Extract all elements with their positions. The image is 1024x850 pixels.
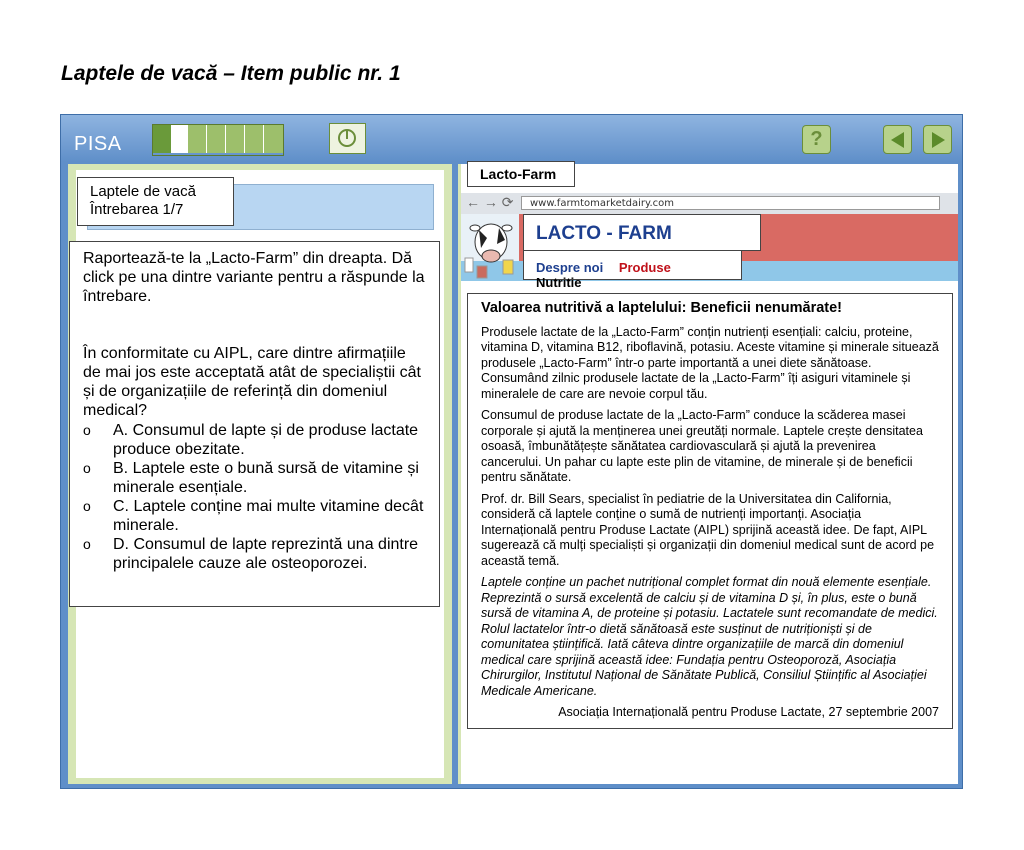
answer-option-a[interactable]: o A. Consumul de lapte și de produse lactate produce obezitate.	[83, 422, 419, 458]
article-paragraph: Consumul de produse lactate de la „Lacto-Farm” conduce la scăderea masei corporale și ajută la menținerea unei greutăți normale. Laptele crește densitatea osoasă, îmbunătățește sănătatea cardiovasculară și ajută la prevenirea cancerului. Un pahar cu lapte este plin de vitamine, de minerale și de beneficii pentru sănătate.	[481, 408, 923, 484]
radio-bullet-icon[interactable]: o	[83, 536, 91, 552]
nav-link-products[interactable]: Produse	[618, 260, 671, 275]
question-label: Laptele de vacă Întrebarea 1/7	[77, 177, 234, 226]
progress-segment	[264, 125, 283, 153]
arrow-left-icon	[891, 132, 904, 148]
question-instruction: Raportează-te la „Lacto-Farm” din dreapta. Dă click pe una dintre variante pentru a răspunde la întrebare.	[83, 250, 425, 305]
question-prompt: În conformitate cu AIPL, care dintre afirmațiile de mai jos este acceptată atât de specialiștii cât și de organizațiile de referință din domeniul medical?	[83, 345, 421, 419]
arrow-right-icon	[932, 132, 945, 148]
site-logo: LACTO - FARM	[523, 214, 761, 251]
pisa-test-window	[60, 114, 963, 789]
timer-icon	[329, 123, 366, 154]
article-title: Valoarea nutritivă a laptelului: Beneficii nenumărate!	[481, 300, 842, 316]
answer-option-b[interactable]: o B. Laptele este o bună sursă de vitamine și minerale esențiale.	[83, 460, 419, 496]
nav-link-about[interactable]: Despre noi	[536, 260, 604, 275]
nav-link-nutrition[interactable]: Nutritie	[536, 275, 582, 290]
question-box	[69, 241, 440, 607]
browser-bar	[461, 193, 958, 214]
progress-segment-current	[172, 125, 188, 153]
radio-bullet-icon[interactable]: o	[83, 422, 91, 438]
document-title: Laptele de vacă – Item public nr. 1	[61, 62, 401, 85]
article-paragraph: Prof. dr. Bill Sears, specialist în pediatrie de la Universitatea din California, consideră că laptele conține o sumă de nutrienți importanți. Asociația Internațională pentru Produse Lactate (AIPL) sprijină această idee. De fapt, AIPL sugerează că mulți specialiști și organizații din domeniul medical sunt de acord pe această temă.	[481, 491, 935, 568]
website-tab[interactable]: Lacto-Farm	[467, 161, 575, 187]
progress-segment	[245, 125, 264, 153]
radio-bullet-icon[interactable]: o	[83, 498, 91, 514]
cow-image	[461, 214, 519, 281]
progress-segment	[207, 125, 226, 153]
site-nav	[523, 251, 742, 290]
answer-option-c[interactable]: o C. Laptele conține mai multe vitamine decât minerale.	[83, 498, 424, 534]
progress-segment	[226, 125, 245, 153]
answer-options	[83, 421, 426, 573]
pisa-brand: PISA	[74, 133, 122, 155]
help-button[interactable]: ?	[802, 125, 831, 154]
next-button[interactable]	[923, 125, 952, 154]
previous-button[interactable]	[883, 125, 912, 154]
article-paragraph: Produsele lactate de la „Lacto-Farm” conțin nutrienți esențiali: calciu, proteine, vitamina D, vitamina B12, riboflavină, potasiu. Aceste vitamine și minerale situează produsele „Lacto-Farm” într-o parte importantă a unei diete sănătoase. Consumând zilnic produsele lactate de la „Lacto-Farm” îți asiguri vitaminele și mineralele de care are nevoie corpul tău.	[481, 324, 939, 401]
address-bar: www.farmtomarketdairy.com	[521, 196, 940, 210]
article	[467, 293, 953, 729]
question-progress-bar	[152, 124, 284, 156]
top-toolbar	[61, 115, 962, 162]
article-signature: Asociația Internațională pentru Produse Lactate, 27 septembrie 2007	[558, 705, 939, 719]
progress-segment	[153, 125, 172, 153]
article-paragraph-italic: Laptele conține un pachet nutrițional complet format din nouă elemente esențiale. Reprezintă o sursă excelentă de calciu și de vitamina D și, în plus, este o bună sursă de vitamina A, de proteine și potasiu. Lactatele sunt recomandate de medici. Rolul lactatelor într-o dietă sănătoasă este susținut de nutriționiști și de comunitatea științifică. Iată câteva dintre organizațiile de marcă din domeniul medical care sprijină această idee: Fundația pentru Osteoporoză, Asociația Chirurgilor, Institutul Național de Sănătate Publică, Consiliul Științific al Asociației Medicale Americane.	[481, 575, 938, 698]
browser-nav-icons: ← → ⟳	[466, 194, 514, 210]
radio-bullet-icon[interactable]: o	[83, 460, 91, 476]
answer-option-d[interactable]: o D. Consumul de lapte reprezintă una dintre principalele cauze ale osteoporozei.	[83, 536, 419, 572]
progress-segment	[188, 125, 207, 153]
